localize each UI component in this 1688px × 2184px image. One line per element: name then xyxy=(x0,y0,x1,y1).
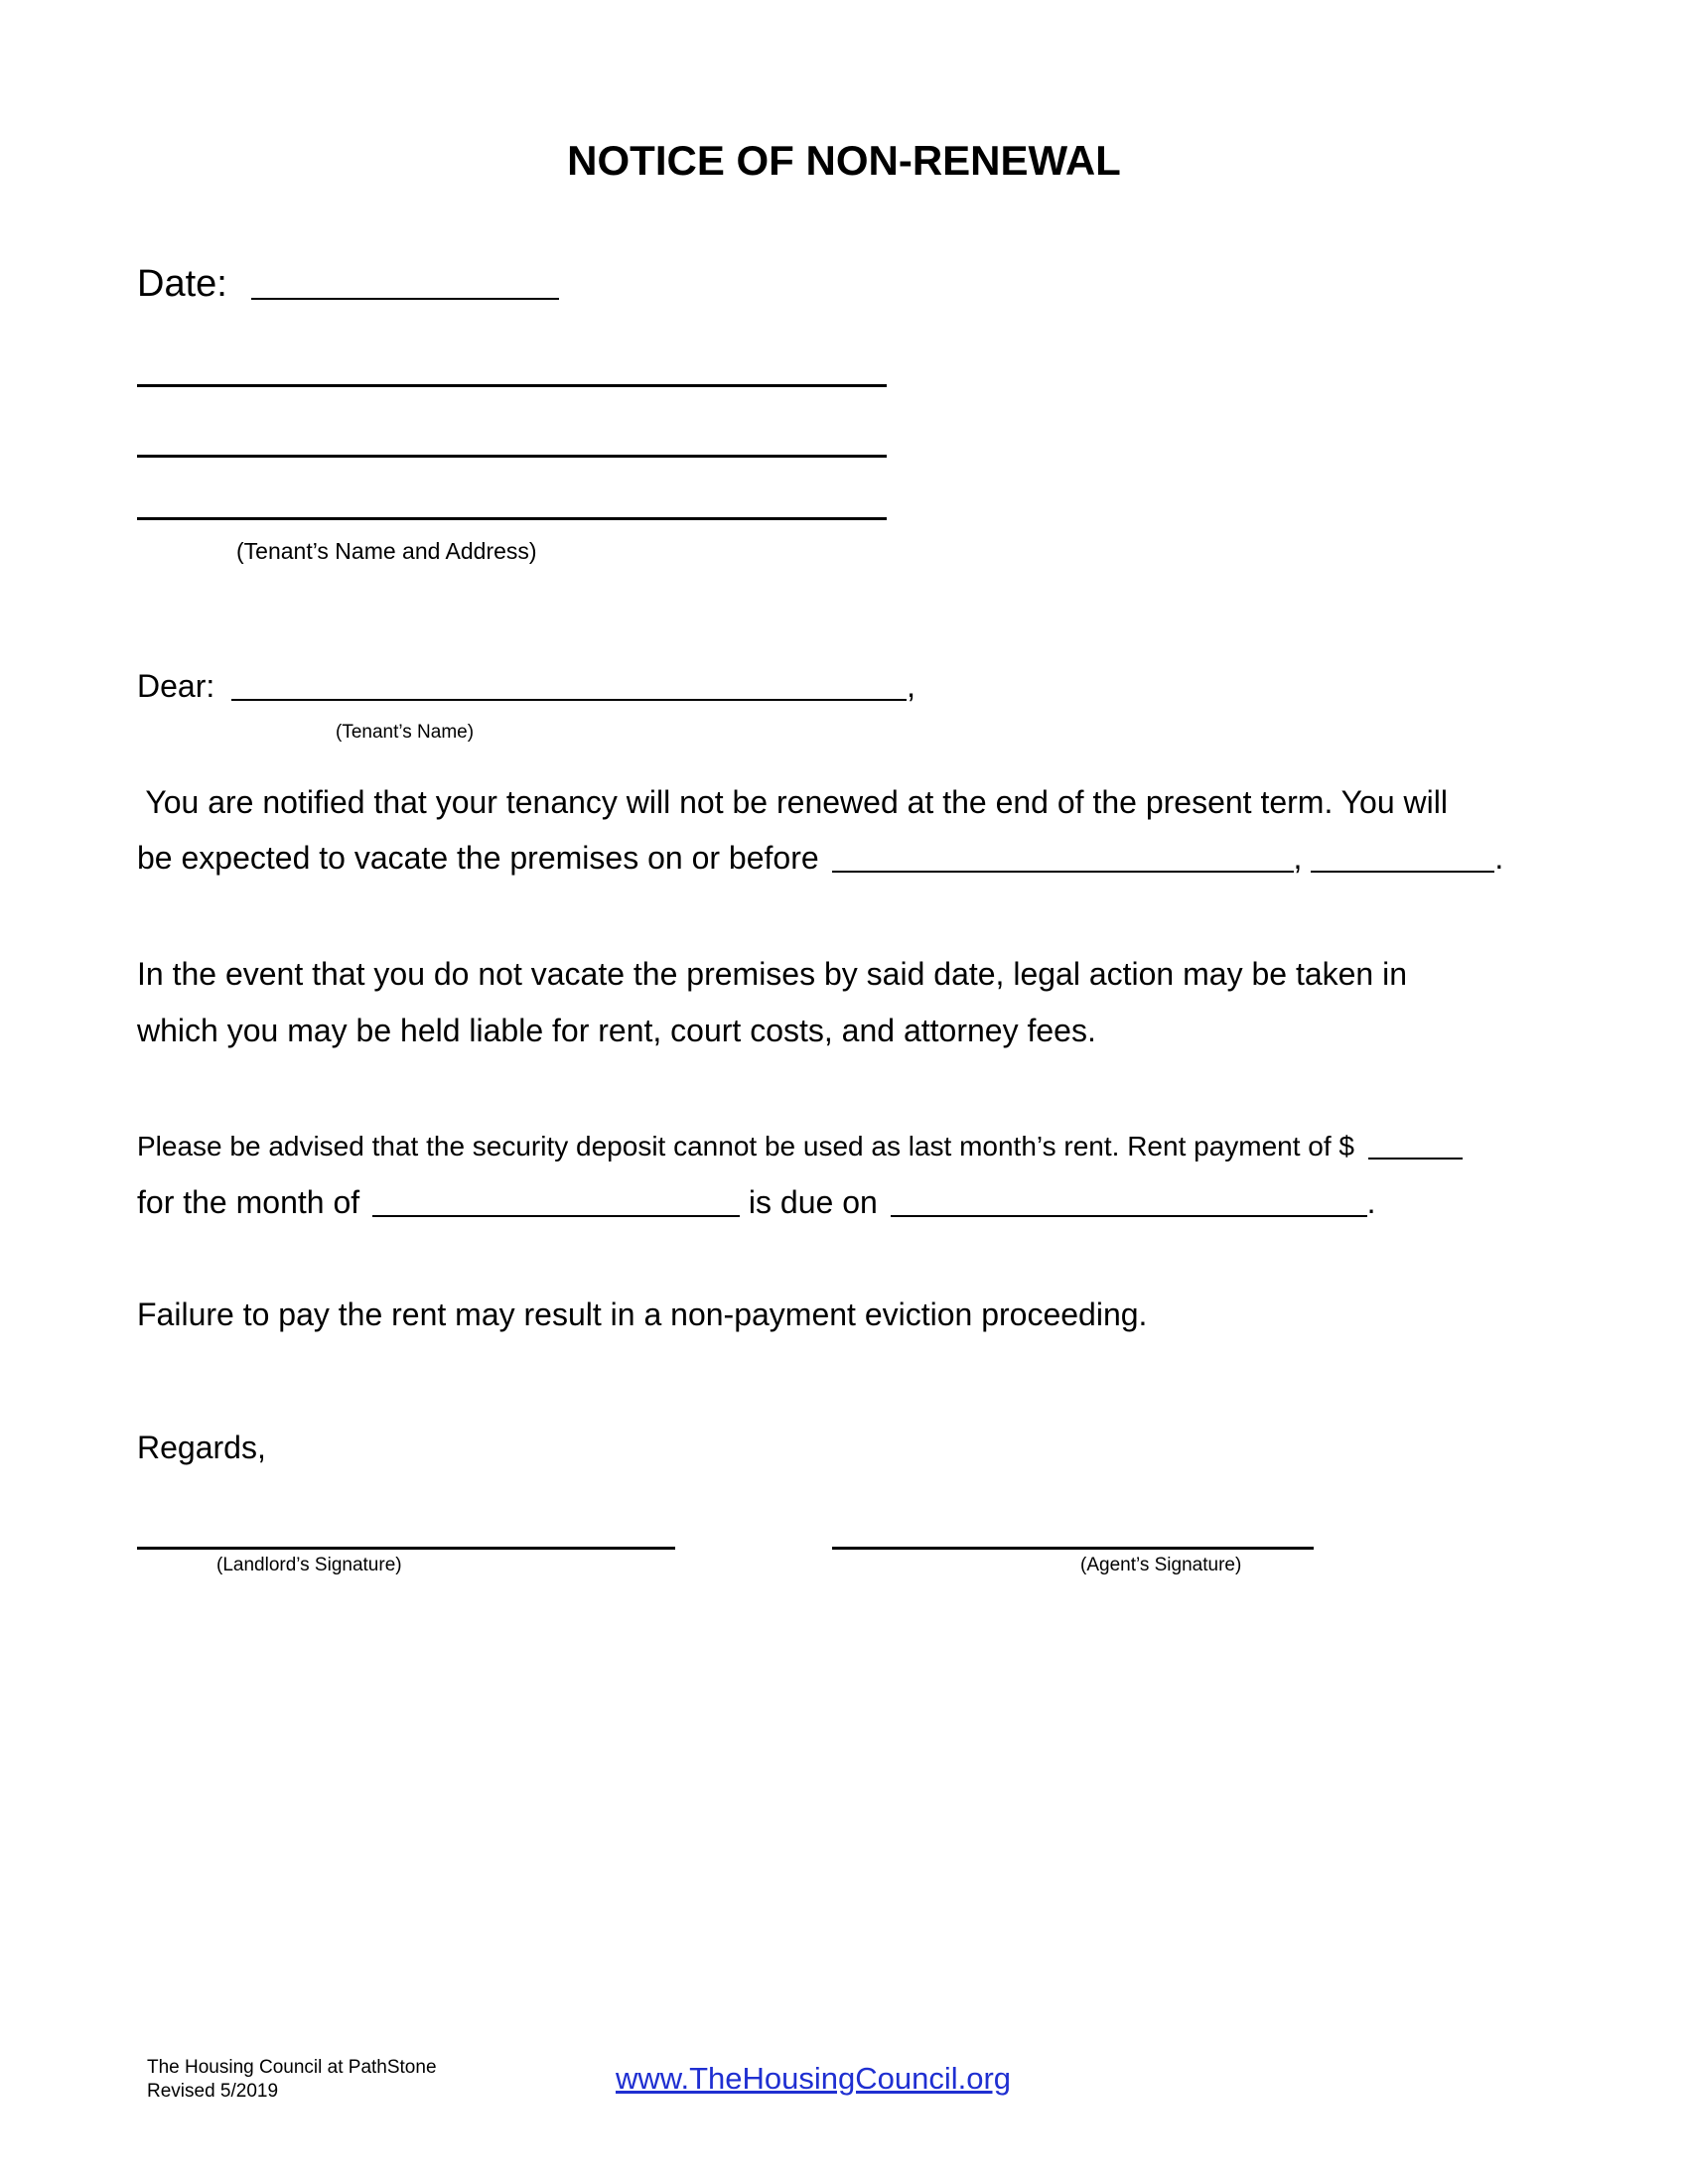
dear-label: Dear: xyxy=(137,668,215,704)
para1-line2 xyxy=(137,839,1503,877)
date-row xyxy=(137,260,559,306)
rent-month-blank[interactable] xyxy=(372,1183,740,1217)
para3-line2 xyxy=(137,1183,1376,1221)
tenant-address-line-3[interactable] xyxy=(137,517,887,520)
vacate-date-blank[interactable] xyxy=(832,839,1294,873)
rent-due-date-blank[interactable] xyxy=(891,1183,1367,1217)
dear-comma: , xyxy=(907,668,916,704)
para3-line1 xyxy=(137,1130,1463,1162)
closing: Regards, xyxy=(137,1430,266,1465)
vacate-year-blank[interactable] xyxy=(1311,839,1494,873)
footer-revised: Revised 5/2019 xyxy=(147,2081,279,2102)
housing-council-link[interactable]: www.TheHousingCouncil.org xyxy=(616,2061,1012,2096)
tenant-name-caption: (Tenant’s Name) xyxy=(336,722,475,743)
landlord-signature-line[interactable] xyxy=(137,1547,675,1550)
agent-signature-caption: (Agent’s Signature) xyxy=(1080,1555,1242,1575)
month-label: for the month of xyxy=(137,1184,360,1220)
para2-line2: which you may be held liable for rent, court costs, and attorney fees. xyxy=(137,1013,1096,1048)
landlord-signature-caption: (Landlord’s Signature) xyxy=(216,1555,402,1575)
para1-separator: , xyxy=(1293,840,1303,876)
para4: Failure to pay the rent may result in a non-payment eviction proceeding. xyxy=(137,1297,1148,1332)
para3-line1-text: Please be advised that the security deposit cannot be used as last month’s rent. Rent payment of $ xyxy=(137,1131,1354,1161)
para1-line1: You are notified that your tenancy will not be renewed at the end of the present term. You will xyxy=(137,784,1448,820)
tenant-address-line-2[interactable] xyxy=(137,455,887,458)
dear-row xyxy=(137,667,915,705)
para3-period: . xyxy=(1366,1184,1376,1220)
rent-amount-blank[interactable] xyxy=(1368,1130,1463,1160)
tenant-name-blank[interactable] xyxy=(231,667,907,701)
date-blank[interactable] xyxy=(251,260,559,300)
para1-line2-text: be expected to vacate the premises on or before xyxy=(137,840,819,876)
agent-signature-line[interactable] xyxy=(832,1547,1314,1550)
tenant-address-caption: (Tenant’s Name and Address) xyxy=(236,538,537,564)
date-label: Date: xyxy=(137,263,227,305)
tenant-address-line-1[interactable] xyxy=(137,384,887,387)
footer-organization: The Housing Council at PathStone xyxy=(147,2057,437,2078)
document-title: NOTICE OF NON-RENEWAL xyxy=(567,137,1121,184)
para1-period: . xyxy=(1494,840,1504,876)
due-on-label: is due on xyxy=(748,1184,878,1220)
para2-line1: In the event that you do not vacate the premises by said date, legal action may be taken in xyxy=(137,956,1408,992)
